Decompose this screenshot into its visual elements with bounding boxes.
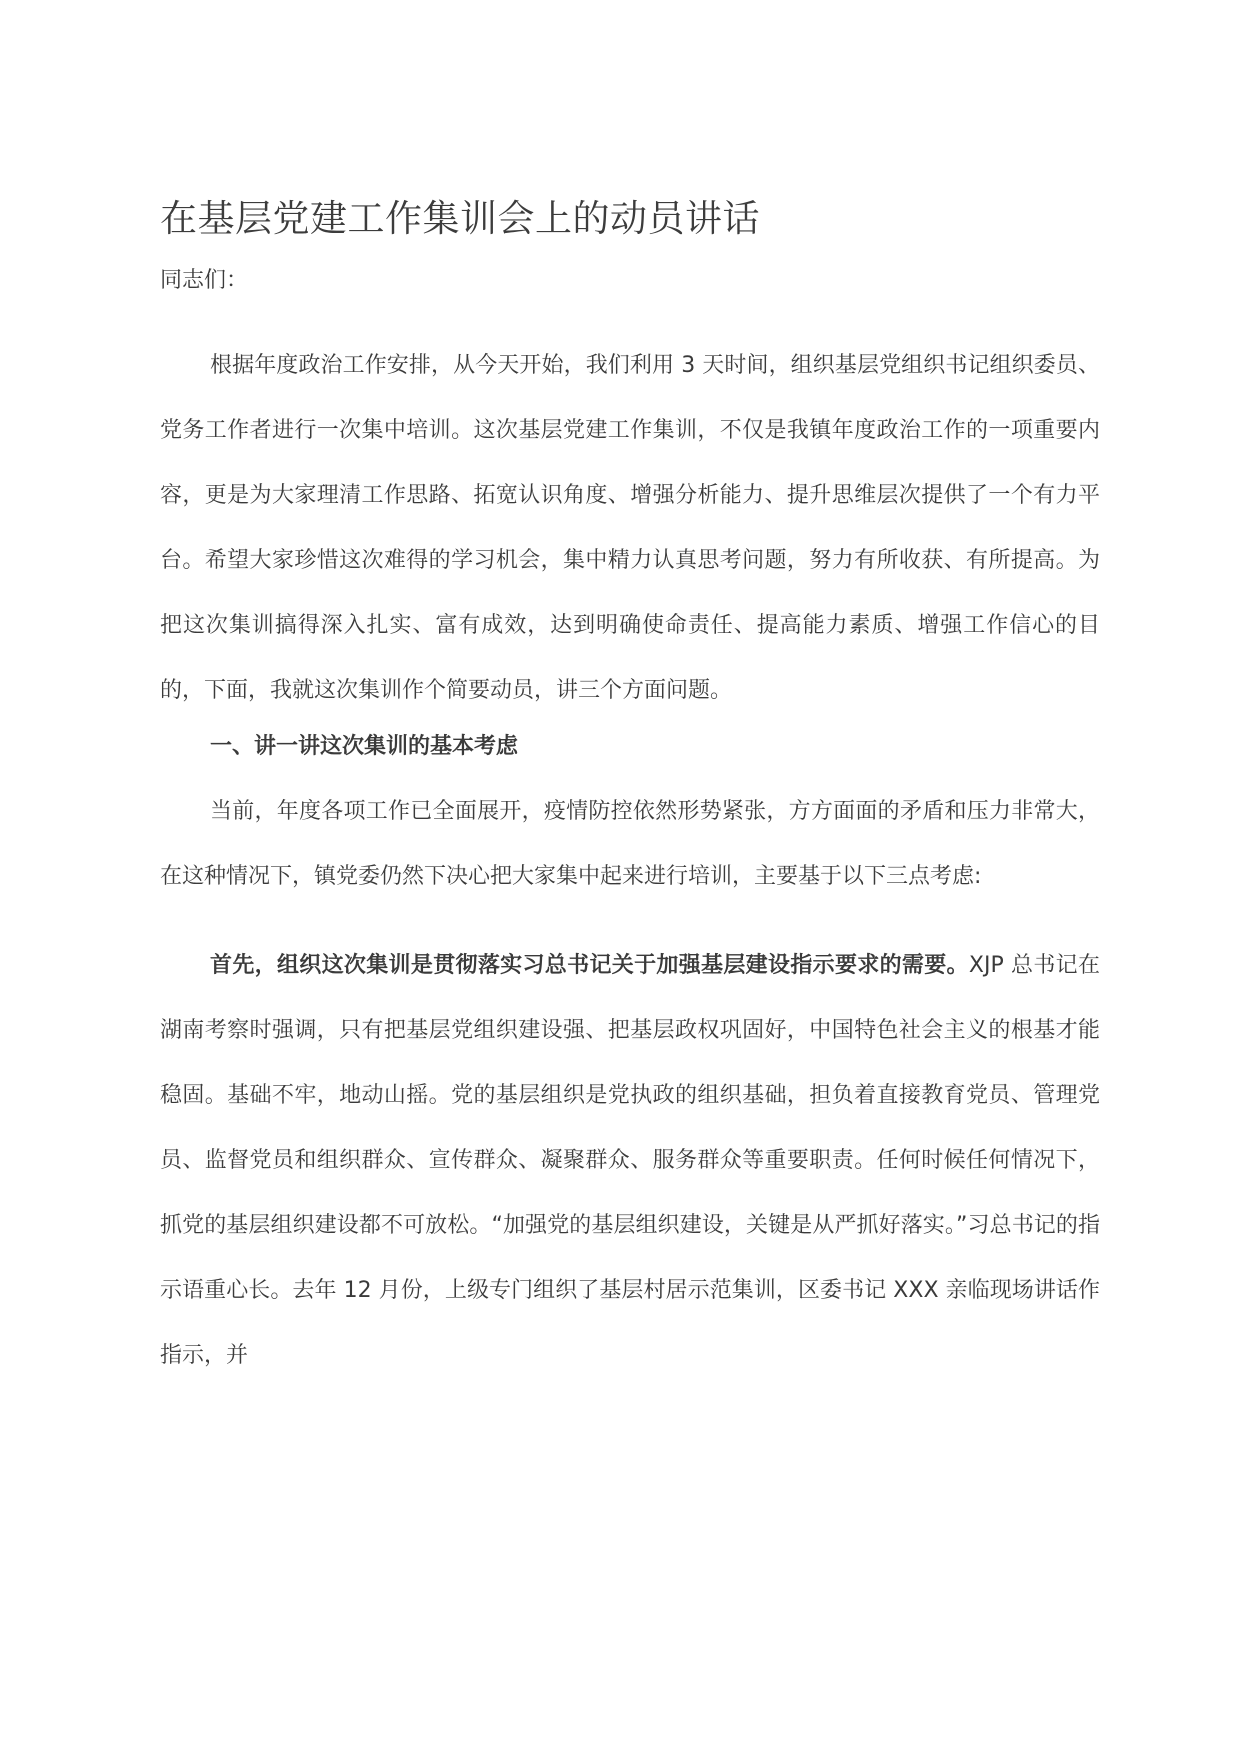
document-page — [160, 195, 1100, 1388]
greeting: 同志们： — [160, 268, 249, 293]
paragraph-intro: 根据年度政治工作安排，从今天开始，我们利用 3 天时间，组织基层党组织书记组织委员、党务工作者进行一次集中培训。这次基层党建工作集训，不仅是我镇年度政治工作的一项重要内容，更是为大家理清工作思路、拓宽认识角度、增强分析能力、提升思维层次提供了一个有力平台。希望大家珍惜这次难得的学习机会，集中精力认真思考问题，努力有所收获、有所提高。为把这次集训搞得深入扎实、富有成效，达到明确使命责任、提高能力素质、增强工作信心的目的，下面，我就这次集训作个简要动员，讲三个方面问题。 — [160, 353, 1100, 703]
document-title: 在基层党建工作集训会上的动员讲话 — [160, 197, 760, 240]
first-point-lead: 首先，组织这次集训是贯彻落实习总书记关于加强基层建设指示要求的需要。 — [210, 953, 969, 978]
paragraph-context: 当前，年度各项工作已全面展开，疫情防控依然形势紧张，方方面面的矛盾和压力非常大，在这种情况下，镇党委仍然下决心把大家集中起来进行培训，主要基于以下三点考虑: — [160, 799, 1100, 889]
first-point-body: XJP 总书记在湖南考察时强调，只有把基层党组织建设强、把基层政权巩固好，中国特色社会主义的根基才能稳固。基础不牢，地动山摇。党的基层组织是党执政的组织基础，担负着直接教育党员、管理党员、监督党员和组织群众、宣传群众、凝聚群众、服务群众等重要职责。任何时候任何情况下，抓党的基层组织建设都不可放松。“加强党的基层组织建设，关键是从严抓好落实。”习总书记的指示语重心长。去年 12 月份，上级专门组织了基层村居示范集训，区委书记 XXX 亲临现场讲话作指示，并 — [160, 953, 1100, 1368]
paragraph-first-point — [160, 933, 1100, 1388]
section-heading-1: 一、讲一讲这次集训的基本考虑 — [210, 734, 519, 759]
